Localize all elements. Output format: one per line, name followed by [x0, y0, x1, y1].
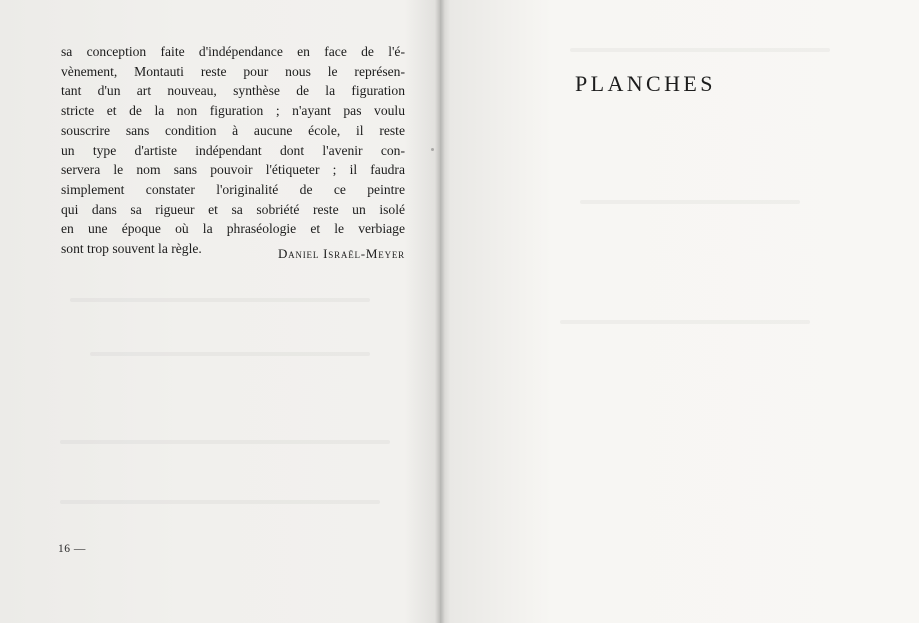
paper-speck [431, 148, 434, 151]
body-line: tant d'un art nouveau, synthèse de la figuration [61, 83, 405, 99]
body-line: un type d'artiste indépendant dont l'avenir con- [61, 142, 405, 158]
body-line: servera le nom sans pouvoir l'étiqueter ; il faudra [61, 162, 405, 178]
right-page [440, 0, 919, 623]
body-line: en une époque où la phraséologie et le verbiage [61, 221, 405, 237]
show-through-mark [570, 48, 830, 52]
author-signature: Daniel Israël-Meyer [277, 246, 405, 261]
body-line: souscrire sans condition à aucune école, il reste [61, 122, 405, 138]
body-line: sa conception faite d'indépendance en face de l'é- [61, 44, 405, 59]
body-line: stricte et de la non figuration ; n'ayant pas voulu [61, 103, 405, 119]
show-through-mark [70, 298, 370, 302]
show-through-mark [60, 500, 380, 504]
body-paragraph [61, 42, 405, 259]
show-through-mark [580, 200, 800, 204]
page-number: 16 — [58, 543, 86, 555]
body-line: vènement, Montauti reste pour nous le représen- [61, 63, 405, 79]
show-through-mark [560, 320, 810, 324]
show-through-mark [90, 352, 370, 356]
section-title: PLANCHES [575, 71, 716, 96]
body-line: qui dans sa rigueur et sa sobriété reste un isolé [61, 201, 405, 217]
show-through-mark [60, 440, 390, 444]
body-line: sont trop souvent la règle. [61, 241, 202, 257]
left-page [0, 0, 440, 623]
body-line: simplement constater l'originalité de ce peintre [61, 181, 405, 197]
